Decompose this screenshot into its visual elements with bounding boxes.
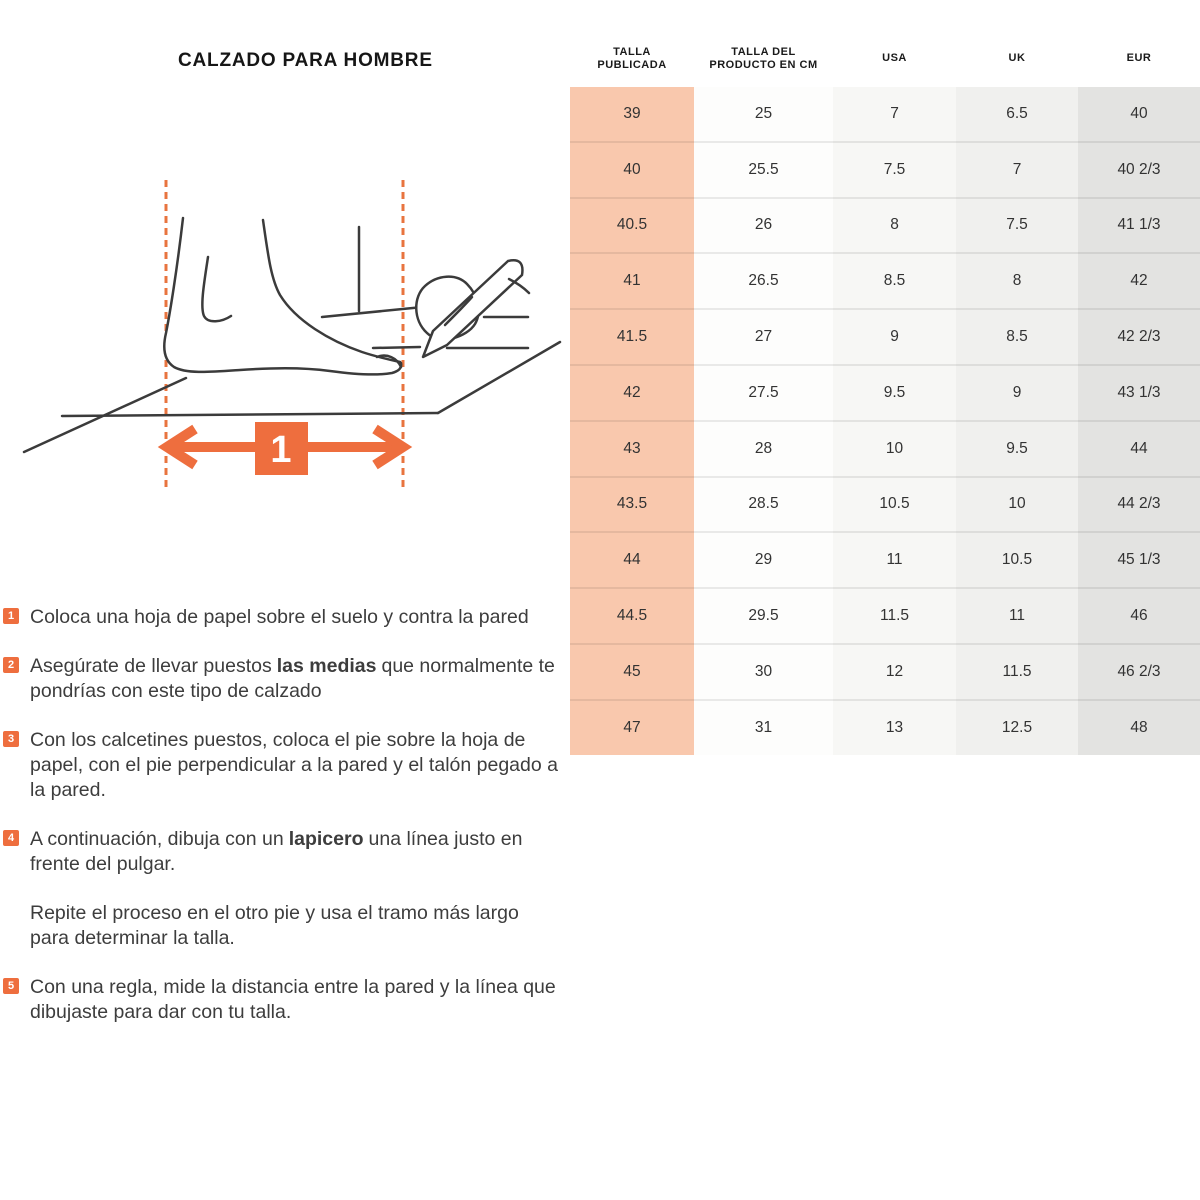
size-row — [570, 142, 1200, 198]
size-cell: 9 — [956, 365, 1078, 421]
size-cell: 25 — [694, 87, 833, 142]
size-row — [570, 421, 1200, 477]
paper-right-edge — [438, 342, 560, 413]
column-header: EUR — [1126, 52, 1152, 64]
size-cell: 46 — [1078, 588, 1200, 644]
size-cell: 42 2/3 — [1078, 309, 1200, 365]
size-row — [570, 87, 1200, 142]
size-cell: 9.5 — [833, 365, 956, 421]
size-cell: 42 — [1078, 253, 1200, 309]
page-title: CALZADO PARA HOMBRE — [178, 50, 433, 71]
step-number-badge: 1 — [3, 608, 19, 624]
size-cell: 45 — [570, 644, 694, 700]
column-header: TALLA PUBLICADA — [597, 45, 667, 71]
step-text: Coloca una hoja de papel sobre el suelo y contra la pared — [30, 606, 529, 628]
size-row — [570, 198, 1200, 254]
size-cell: 30 — [694, 644, 833, 700]
step-number-badge: 3 — [3, 731, 19, 747]
size-cell: 6.5 — [956, 87, 1078, 142]
size-cell: 29.5 — [694, 588, 833, 644]
size-cell: 10 — [833, 421, 956, 477]
size-cell: 39 — [570, 87, 694, 142]
size-cell: 26.5 — [694, 253, 833, 309]
size-cell: 28.5 — [694, 477, 833, 533]
size-chart — [570, 30, 1200, 755]
size-cell: 41 — [570, 253, 694, 309]
size-cell: 10 — [956, 477, 1078, 533]
size-cell: 9.5 — [956, 421, 1078, 477]
step-text: Asegúrate de llevar puestos las medias que normalmente te pondrías con este tipo de calzado — [30, 655, 555, 702]
size-cell: 43.5 — [570, 477, 694, 533]
size-cell: 8 — [956, 253, 1078, 309]
size-cell: 7 — [956, 142, 1078, 198]
size-cell: 10.5 — [833, 477, 956, 533]
foot-fill — [163, 218, 402, 374]
size-cell: 11 — [956, 588, 1078, 644]
step-text: A continuación, dibuja con un lapicero una línea justo en frente del pulgar. — [30, 828, 523, 875]
measure-arrow — [167, 422, 403, 475]
size-cell: 13 — [833, 700, 956, 755]
size-cell: 7 — [833, 87, 956, 142]
column-header: TALLA DEL PRODUCTO EN CM — [709, 45, 818, 71]
size-cell: 41.5 — [570, 309, 694, 365]
size-cell: 40 2/3 — [1078, 142, 1200, 198]
instruction-step — [3, 827, 563, 877]
instruction-list — [3, 605, 563, 1049]
size-cell: 44 — [570, 532, 694, 588]
size-cell: 26 — [694, 198, 833, 254]
size-cell: 8.5 — [956, 309, 1078, 365]
size-cell: 7.5 — [956, 198, 1078, 254]
size-cell: 43 1/3 — [1078, 365, 1200, 421]
size-cell: 27 — [694, 309, 833, 365]
size-cell: 12 — [833, 644, 956, 700]
step-text: Con los calcetines puestos, coloca el pie sobre la hoja de papel, con el pie perpendicular a la pared y el talón pegado a la pared. — [30, 729, 558, 801]
size-row — [570, 365, 1200, 421]
size-cell: 28 — [694, 421, 833, 477]
size-chart-container — [570, 30, 1200, 755]
header-row — [570, 30, 1200, 87]
instruction-step — [3, 654, 563, 704]
size-cell: 45 1/3 — [1078, 532, 1200, 588]
column-header: USA — [882, 52, 907, 64]
size-cell: 40 — [570, 142, 694, 198]
paper-front-edge — [62, 413, 438, 416]
size-row — [570, 588, 1200, 644]
size-cell: 9 — [833, 309, 956, 365]
size-cell: 40.5 — [570, 198, 694, 254]
step-number-badge: 5 — [3, 978, 19, 994]
instruction-step — [3, 901, 563, 951]
paper-back-edge-left — [322, 307, 423, 317]
size-row — [570, 253, 1200, 309]
size-row — [570, 700, 1200, 755]
column-header: UK — [1008, 52, 1026, 64]
foot-measurement-illustration — [0, 165, 570, 520]
size-cell: 12.5 — [956, 700, 1078, 755]
instruction-step — [3, 975, 563, 1025]
step-number-badge: 2 — [3, 657, 19, 673]
size-cell: 31 — [694, 700, 833, 755]
size-cell: 43 — [570, 421, 694, 477]
size-cell: 11 — [833, 532, 956, 588]
step-text: Repite el proceso en el otro pie y usa el tramo más largo para determinar la talla. — [30, 902, 519, 949]
size-cell: 25.5 — [694, 142, 833, 198]
size-cell: 44 — [1078, 421, 1200, 477]
step-text: Con una regla, mide la distancia entre la pared y la línea que dibujaste para dar con tu talla. — [30, 976, 556, 1023]
size-cell: 10.5 — [956, 532, 1078, 588]
size-cell: 8.5 — [833, 253, 956, 309]
size-cell: 42 — [570, 365, 694, 421]
size-row — [570, 644, 1200, 700]
size-cell: 11.5 — [833, 588, 956, 644]
size-cell: 11.5 — [956, 644, 1078, 700]
size-cell: 29 — [694, 532, 833, 588]
paper-back-edge — [373, 347, 528, 348]
size-cell: 47 — [570, 700, 694, 755]
size-cell: 7.5 — [833, 142, 956, 198]
size-row — [570, 477, 1200, 533]
size-row — [570, 532, 1200, 588]
size-cell: 44.5 — [570, 588, 694, 644]
arrow-step-label: 1 — [270, 429, 292, 471]
size-cell: 27.5 — [694, 365, 833, 421]
size-cell: 46 2/3 — [1078, 644, 1200, 700]
step-number-badge: 4 — [3, 830, 19, 846]
size-row — [570, 309, 1200, 365]
instruction-step — [3, 605, 563, 630]
size-cell: 41 1/3 — [1078, 198, 1200, 254]
size-cell: 40 — [1078, 87, 1200, 142]
instruction-step — [3, 728, 563, 803]
size-cell: 48 — [1078, 700, 1200, 755]
hand-with-pencil — [416, 260, 529, 357]
size-cell: 44 2/3 — [1078, 477, 1200, 533]
size-cell: 8 — [833, 198, 956, 254]
